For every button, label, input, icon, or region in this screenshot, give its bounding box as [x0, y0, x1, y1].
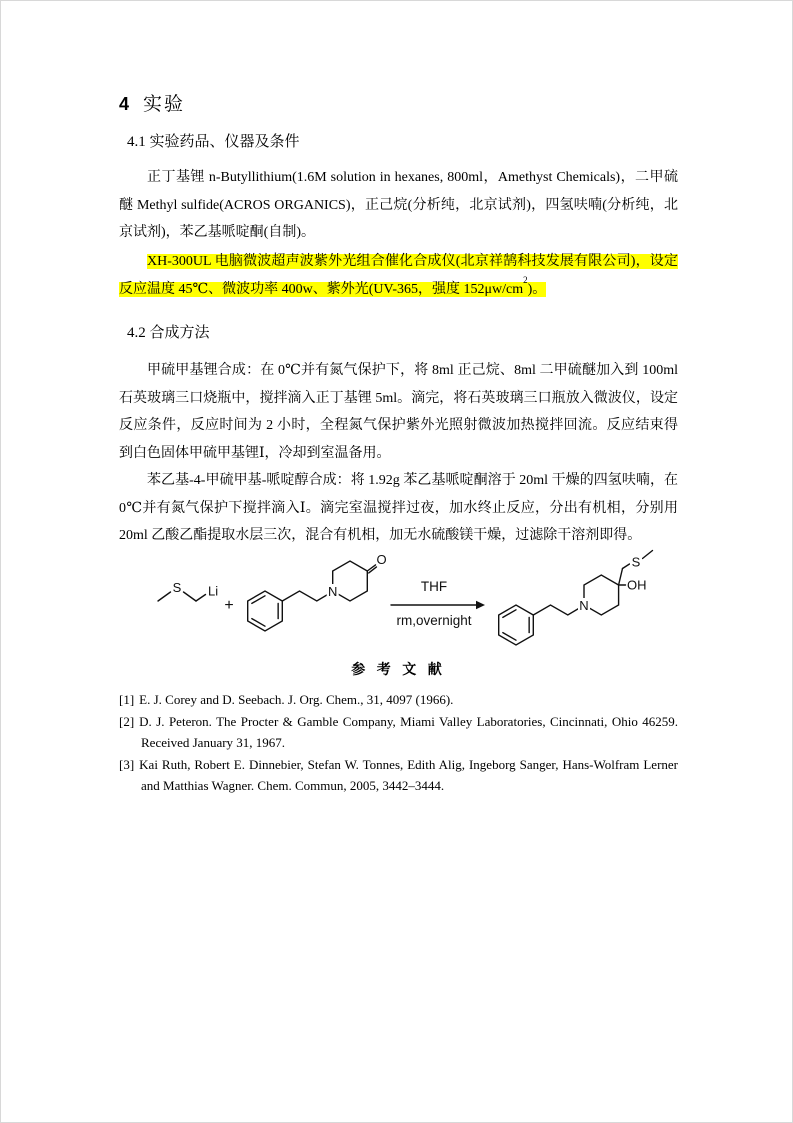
reaction-scheme-drawing	[119, 549, 678, 669]
chapter-number: 4	[119, 94, 130, 114]
reactant-phenethylpiperidone	[248, 561, 377, 631]
plus-sign: +	[224, 597, 234, 614]
conditions-label: rm,overnight	[396, 613, 472, 628]
reference-item	[119, 689, 678, 711]
product-structure	[499, 551, 653, 646]
hydroxyl-label: OH	[627, 577, 647, 593]
thf-label: THF	[420, 579, 448, 594]
synthesis-step2-paragraph: 苯乙基-4-甲硫甲基-哌啶醇合成：将 1.92g 苯乙基哌啶酮溶于 20ml 干燥的四氢呋喃，在 0℃并有氮气保护下搅拌滴入Ⅰ。滴完室温搅拌过夜，加水终止反应，分出有机相，分别用 20ml 乙酸乙酯提取水层三次，混合有机相，加无水硫酸镁干燥，过滤除干溶剂即得。	[119, 473, 678, 543]
highlight-part1: XH-300UL 电脑微波超声波紫外光组合催化合成仪(北京祥鹄科技发展有限公司)，设定反应温度 45℃、微波功率 400w、紫外光(UV-365，强度 152μw/cm	[119, 254, 678, 297]
section-4-1-heading: 4.1 实验药品、仪器及条件	[127, 134, 300, 150]
synthesis-step1-paragraph: 甲硫甲基锂合成：在 0℃并有氮气保护下，将 8ml 正己烷、8ml 二甲硫醚加入到 100ml 石英玻璃三口烧瓶中，搅拌滴入正丁基锂 5ml。滴完，将石英玻璃三口瓶放入微波仪，设定反应条件，反应时间为 2 小时，全程氮气保护紫外光照射微波加热搅拌回流。反应结束得到白色固体甲硫甲基锂Ⅰ，冷却到室温备用。	[119, 363, 678, 461]
chapter-heading	[119, 93, 678, 116]
reference-marker: [3]	[119, 756, 135, 772]
oxygen-label: O	[376, 552, 387, 567]
lithium-label: Li	[208, 583, 219, 599]
reaction-arrow	[391, 601, 485, 609]
nitrogen-label: N	[328, 583, 338, 599]
chapter-title: 实验	[143, 94, 186, 115]
references-heading: 参 考 文 献	[351, 663, 446, 678]
reaction-scheme	[119, 549, 678, 669]
reference-item	[119, 754, 678, 797]
instrument-paragraph	[119, 248, 678, 303]
reference-marker: [2]	[119, 713, 135, 729]
reference-text: D. J. Peteron. The Procter & Gamble Company, Miami Valley Laboratories, Cincinnati, Ohio 46259. Received January 31, 1967.	[139, 713, 678, 750]
reagents-paragraph: 正丁基锂 n-Butyllithium(1.6M solution in hexanes, 800ml，Amethyst Chemicals)，二甲硫醚 Methyl sulfide(ACROS ORGANICS)，正己烷(分析纯，北京试剂)，四氢呋喃(分析纯，北京试剂)，苯乙基哌啶酮(自制)。	[119, 170, 678, 240]
reference-item	[119, 711, 678, 754]
reference-marker: [1]	[119, 692, 135, 707]
reactant-methylthiomethyllithium	[158, 592, 206, 601]
reference-text: Kai Ruth, Robert E. Dinnebier, Stefan W. Tonnes, Edith Alig, Ingeborg Sanger, Hans-Wolfram Lerner and Matthias Wagner. Chem. Commun, 2005, 3442–3444.	[139, 756, 678, 793]
highlighted-text	[119, 254, 678, 297]
highlight-part2: )。	[527, 281, 547, 297]
product-nitrogen-label: N	[579, 597, 589, 613]
section-4-2-heading: 4.2 合成方法	[127, 325, 210, 341]
references-list	[119, 689, 678, 797]
sulfur-label: S	[172, 580, 182, 595]
reference-text: E. J. Corey and D. Seebach. J. Org. Chem., 31, 4097 (1966).	[139, 692, 454, 707]
superscript-2: 2	[523, 274, 528, 285]
product-sulfur-label: S	[631, 554, 641, 570]
